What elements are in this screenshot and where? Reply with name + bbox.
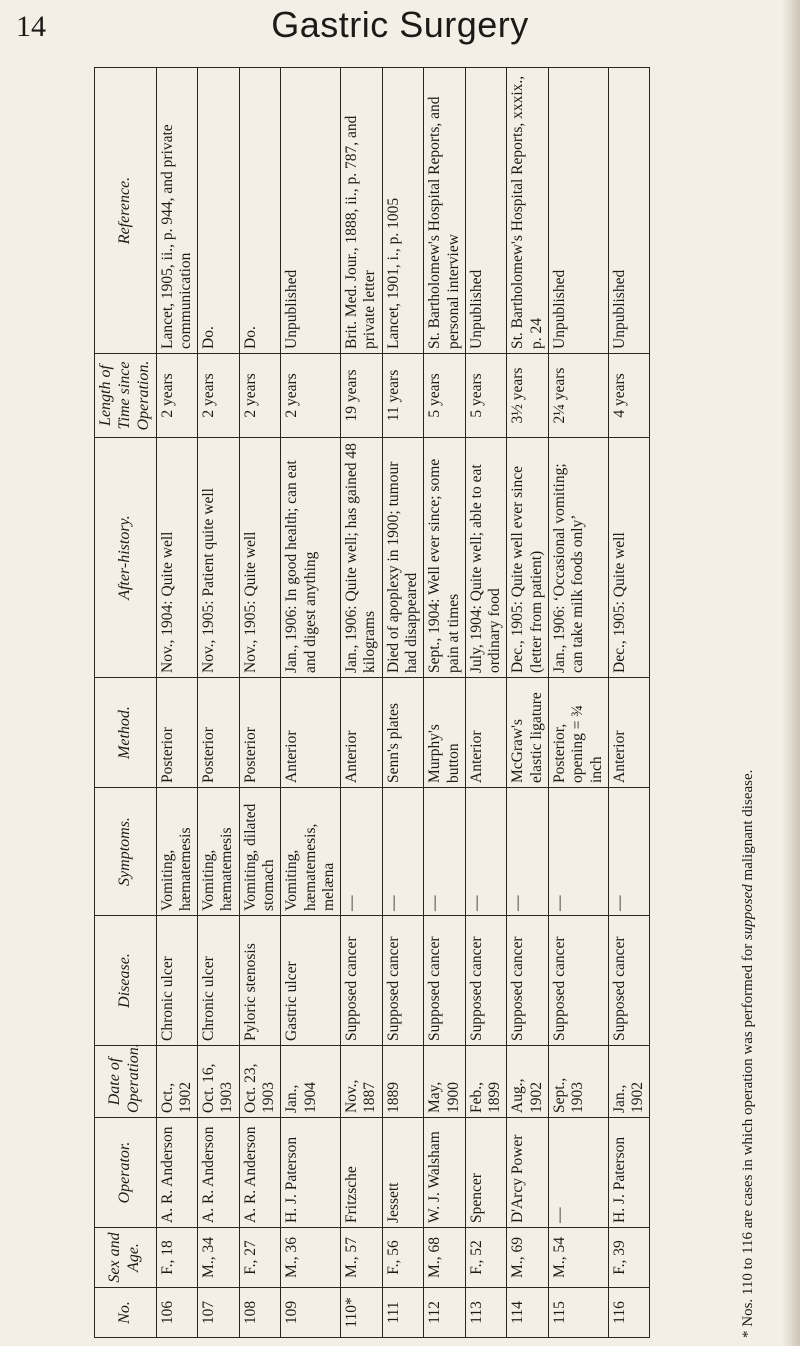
table-cell: Nov., 1905: Quite well <box>239 438 281 678</box>
table-cell: Supposed cancer <box>507 916 549 1046</box>
table-cell: Vomiting, hæmatemesis <box>198 788 240 916</box>
table-cell: Jan., 1904 <box>281 1046 341 1118</box>
table-cell: Nov., 1905: Patient quite well <box>198 438 240 678</box>
column-header: Disease. <box>95 916 157 1046</box>
table-cell: Nov., 1904: Quite well <box>156 438 198 678</box>
table-cell: Supposed cancer <box>341 916 383 1046</box>
table-cell: Jan., 1902 <box>608 1046 650 1118</box>
column-header: Symptoms. <box>95 788 157 916</box>
table-cell: Senn's plates <box>382 678 424 788</box>
table-cell: 116 <box>608 1288 650 1338</box>
table-cell: Sept., 1903 <box>548 1046 608 1118</box>
table-row <box>382 68 424 1338</box>
table-cell: M., 57 <box>341 1228 383 1288</box>
table-cell: — <box>424 788 466 916</box>
table-cell: 107 <box>198 1288 240 1338</box>
table-cell: 111 <box>382 1288 424 1338</box>
table-cell: 1889 <box>382 1046 424 1118</box>
table-cell: Chronic ulcer <box>198 916 240 1046</box>
table-cell: Aug., 1902 <box>507 1046 549 1118</box>
table-cell: — <box>507 788 549 916</box>
table-row <box>156 68 198 1338</box>
table-cell: Supposed cancer <box>424 916 466 1046</box>
table-row <box>341 68 383 1338</box>
table-cell: Murphy's button <box>424 678 466 788</box>
page-edge-shadow <box>782 0 800 1346</box>
table-row <box>548 68 608 1338</box>
table-cell: Oct. 16, 1903 <box>198 1046 240 1118</box>
table-cell: 115 <box>548 1288 608 1338</box>
table-cell: Posterior <box>198 678 240 788</box>
table-cell: St. Bartholomew's Hospital Reports, and personal interview <box>424 68 466 354</box>
table-cell: 106 <box>156 1288 198 1338</box>
table-cell: July, 1904: Quite well; able to eat ordinary food <box>465 438 507 678</box>
page-header <box>0 0 800 66</box>
table-cell: Anterior <box>281 678 341 788</box>
table-cell: Vomiting, hæmatemesis <box>156 788 198 916</box>
table-cell: 109 <box>281 1288 341 1338</box>
page-number: 14 <box>16 10 46 43</box>
table-cell: Sept., 1904: Well ever since; some pain at times <box>424 438 466 678</box>
table-cell: 108 <box>239 1288 281 1338</box>
table-cell: — <box>341 788 383 916</box>
column-header: Date of Operation. <box>95 1046 157 1118</box>
table-cell: F., 39 <box>608 1228 650 1288</box>
table-cell: Do. <box>239 68 281 354</box>
table-cell: 112 <box>424 1288 466 1338</box>
table-cell: Posterior <box>239 678 281 788</box>
table-cell: Anterior <box>465 678 507 788</box>
table-cell: 2¼ years <box>548 354 608 438</box>
table-cell: M., 69 <box>507 1228 549 1288</box>
table-cell: F., 56 <box>382 1228 424 1288</box>
table-cell: H. J. Paterson <box>608 1118 650 1228</box>
table-cell: Unpublished <box>465 68 507 354</box>
table-row <box>424 68 466 1338</box>
table-cell: — <box>608 788 650 916</box>
table-cell: Gastric ulcer <box>281 916 341 1046</box>
table-cell: M., 36 <box>281 1228 341 1288</box>
table-row <box>198 68 240 1338</box>
table-cell: 113 <box>465 1288 507 1338</box>
table-cell: 2 years <box>156 354 198 438</box>
table-cell: Pyloric stenosis <box>239 916 281 1046</box>
table-cell: — <box>465 788 507 916</box>
table-cell: 5 years <box>424 354 466 438</box>
table-cell: D'Arcy Power <box>507 1118 549 1228</box>
table-cell: A. R. Anderson <box>156 1118 198 1228</box>
table-cell: 2 years <box>281 354 341 438</box>
table-cell: Unpublished <box>608 68 650 354</box>
table-cell: May, 1900 <box>424 1046 466 1118</box>
table-cell: Lancet, 1905, ii., p. 944, and private communication <box>156 68 198 354</box>
table-cell: 19 years <box>341 354 383 438</box>
table-cell: McGraw's elastic ligature <box>507 678 549 788</box>
table-cell: Jan., 1906: In good health; can eat and digest anything <box>281 438 341 678</box>
table-cell: St. Bartholomew's Hospital Reports, xxxix., p. 24 <box>507 68 549 354</box>
table-cell: 5 years <box>465 354 507 438</box>
table-cell: M., 54 <box>548 1228 608 1288</box>
table-body <box>156 68 650 1338</box>
table-row <box>465 68 507 1338</box>
column-header: Reference. <box>95 68 157 354</box>
column-header: Operator. <box>95 1118 157 1228</box>
column-header: Sex and Age. <box>95 1228 157 1288</box>
rotated-table-container <box>94 68 774 1338</box>
table-row <box>507 68 549 1338</box>
table-cell: F., 18 <box>156 1228 198 1288</box>
table-row <box>239 68 281 1338</box>
table-cell: 4 years <box>608 354 650 438</box>
table-cell: 2 years <box>198 354 240 438</box>
table-cell: F., 27 <box>239 1228 281 1288</box>
table-cell: M., 34 <box>198 1228 240 1288</box>
table-cell: Supposed cancer <box>465 916 507 1046</box>
table-cell: Anterior <box>608 678 650 788</box>
table-cell: Spencer <box>465 1118 507 1228</box>
table-cell: Oct., 1902 <box>156 1046 198 1118</box>
table-cell: Supposed cancer <box>608 916 650 1046</box>
table-cell: Vomiting, dilated stomach <box>239 788 281 916</box>
table-cell: Unpublished <box>548 68 608 354</box>
table-cell: A. R. Anderson <box>239 1118 281 1228</box>
table-cell: — <box>548 1118 608 1228</box>
table-cell: Do. <box>198 68 240 354</box>
column-header: Method. <box>95 678 157 788</box>
table-cell: Lancet, 1901, i., p. 1005 <box>382 68 424 354</box>
table-cell: Feb., 1899 <box>465 1046 507 1118</box>
table-cell: Jan., 1906: Quite well; has gained 48 kilograms <box>341 438 383 678</box>
table-cell: Vomiting, hæmatemesis, melæna <box>281 788 341 916</box>
table-cell: 2 years <box>239 354 281 438</box>
table-row <box>281 68 341 1338</box>
table-cell: Jan., 1906: ‘Occasional vomiting; can take milk foods only’ <box>548 438 608 678</box>
column-header: After-history. <box>95 438 157 678</box>
page-title: Gastric Surgery <box>271 4 529 45</box>
table-header-row <box>95 68 157 1338</box>
footnote-emphasis: supposed <box>740 884 756 941</box>
table-cell: Posterior <box>156 678 198 788</box>
table-cell: — <box>548 788 608 916</box>
footnote: * Nos. 110 to 116 are cases in which operation was performed for supposed malignant disease. <box>740 769 756 1338</box>
table-cell: Supposed cancer <box>548 916 608 1046</box>
table-cell: 114 <box>507 1288 549 1338</box>
table-cell: Unpublished <box>281 68 341 354</box>
column-header: Length of Time since Operation. <box>95 354 157 438</box>
table-row <box>608 68 650 1338</box>
table-cell: F., 52 <box>465 1228 507 1288</box>
table-cell: Brit. Med. Jour., 1888, ii., p. 787, and private letter <box>341 68 383 354</box>
table-cell: 3½ years <box>507 354 549 438</box>
table-cell: Fritzsche <box>341 1118 383 1228</box>
table-cell: Anterior <box>341 678 383 788</box>
table-cell: M., 68 <box>424 1228 466 1288</box>
table-cell: Posterior, opening = ¾ inch <box>548 678 608 788</box>
table-cell: Oct. 23, 1903 <box>239 1046 281 1118</box>
table-cell: Chronic ulcer <box>156 916 198 1046</box>
table-cell: Nov., 1887 <box>341 1046 383 1118</box>
table-cell: Dec., 1905: Quite well <box>608 438 650 678</box>
table-cell: 110* <box>341 1288 383 1338</box>
table-cell: A. R. Anderson <box>198 1118 240 1228</box>
table-cell: Dec., 1905: Quite well ever since (letter from patient) <box>507 438 549 678</box>
table-cell: H. J. Paterson <box>281 1118 341 1228</box>
table-cell: — <box>382 788 424 916</box>
table-cell: W. J. Walsham <box>424 1118 466 1228</box>
cases-table <box>94 67 650 1338</box>
column-header: No. <box>95 1288 157 1338</box>
table-cell: Died of apoplexy in 1900; tumour had disappeared <box>382 438 424 678</box>
table-cell: Supposed cancer <box>382 916 424 1046</box>
table-cell: 11 years <box>382 354 424 438</box>
table-rotated <box>94 68 774 1338</box>
table-cell: Jessett <box>382 1118 424 1228</box>
